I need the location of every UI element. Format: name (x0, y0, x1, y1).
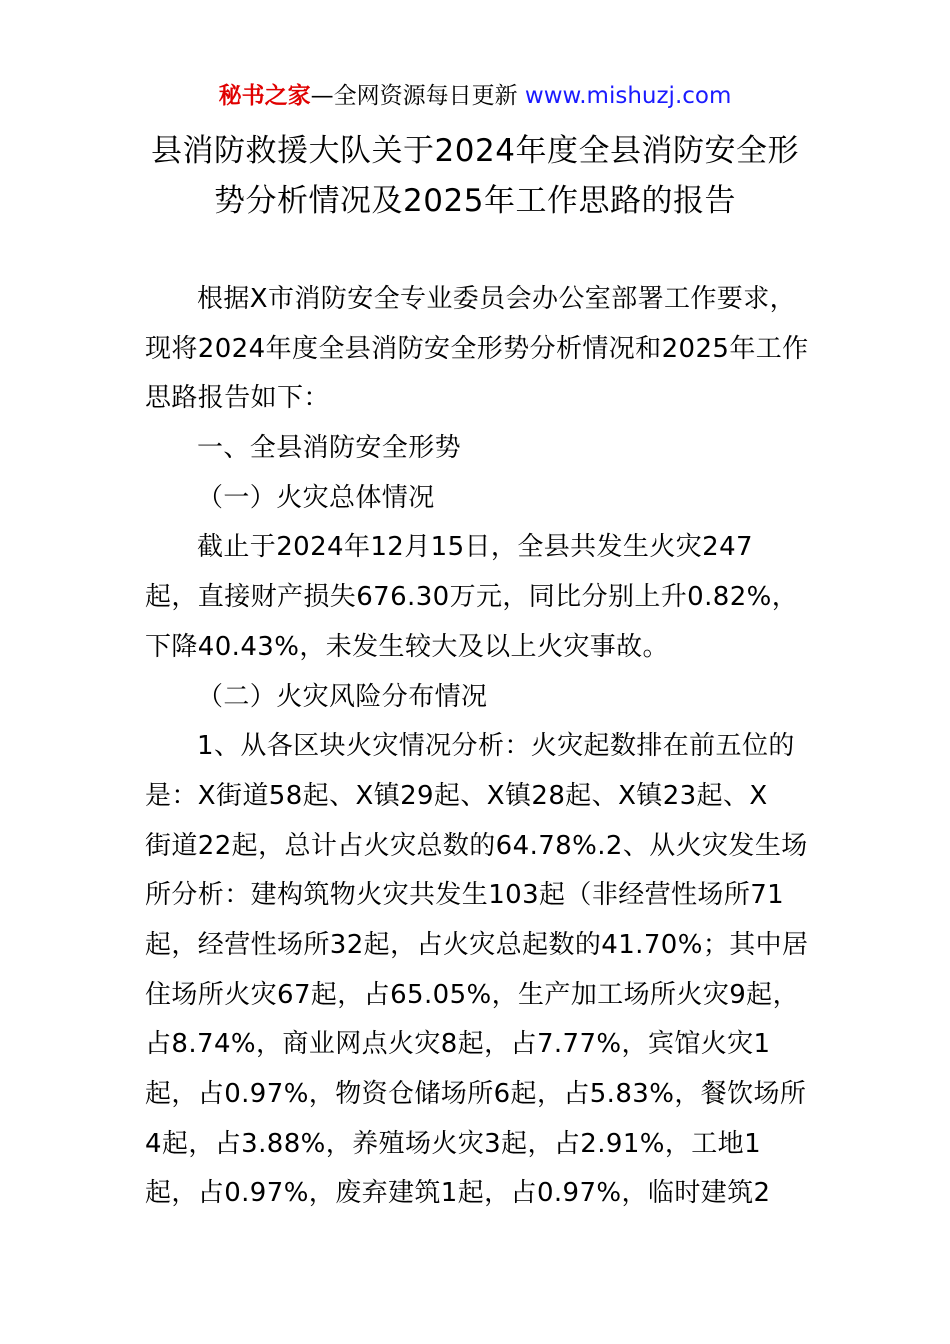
site-header (0, 80, 950, 112)
paragraph-line: 住场所火灾67起，占65.05%，生产加工场所火灾9起， (145, 979, 799, 1010)
title-line-2: 势分析情况及2025年工作思路的报告 (214, 183, 736, 219)
site-link[interactable]: www.mishuzj.com (524, 83, 732, 109)
paragraph-line: 现将2024年度全县消防安全形势分析情况和2025年工作 (145, 333, 809, 364)
section-heading: 一、全县消防安全形势 (197, 433, 462, 464)
brand-name: 秘书之家 (218, 83, 311, 109)
paragraph-line: 1、从各区块火灾情况分析：火灾起数排在前五位的 (197, 731, 795, 762)
paragraph-line: 根据X市消防安全专业委员会办公室部署工作要求， (197, 284, 797, 314)
paragraph-line: 起，直接财产损失676.30万元，同比分别上升0.82%， (145, 582, 799, 613)
paragraph-line: 截止于2024年12月15日，全县共发生火灾247 (197, 532, 753, 563)
paragraph-line: 所分析：建构筑物火灾共发生103起（非经营性场所71 (145, 880, 785, 911)
paragraph-line: 占8.74%，商业网点火灾8起，占7.77%，宾馆火灾1 (145, 1029, 771, 1060)
paragraph-line: 起，占0.97%，废弃建筑1起，占0.97%，临时建筑2 (145, 1178, 771, 1209)
document-title (120, 126, 830, 226)
paragraph-line: 下降40.43%，未发生较大及以上火灾事故。 (145, 631, 669, 662)
paragraph-line: 起，经营性场所32起，占火灾总起数的41.70%；其中居 (145, 929, 809, 960)
title-line-1: 县消防救援大队关于2024年度全县消防安全形 (151, 133, 799, 169)
paragraph-line: 是：X街道58起、X镇29起、X镇28起、X镇23起、X (145, 780, 768, 811)
paragraph-line: 起，占0.97%，物资仓储场所6起，占5.83%，餐饮场所 (145, 1079, 807, 1109)
header-tagline: —全网资源每日更新 (310, 83, 518, 109)
paragraph-line: 街道22起，总计占火灾总数的64.78%.2、从火灾发生场 (145, 830, 808, 861)
document-body (145, 275, 810, 1219)
paragraph-line: 思路报告如下： (145, 383, 330, 414)
subsection-heading: （一）火灾总体情况 (197, 482, 435, 513)
subsection-heading: （二）火灾风险分布情况 (197, 681, 488, 712)
paragraph-line: 4起，占3.88%，养殖场火灾3起，占2.91%，工地1 (145, 1128, 762, 1159)
